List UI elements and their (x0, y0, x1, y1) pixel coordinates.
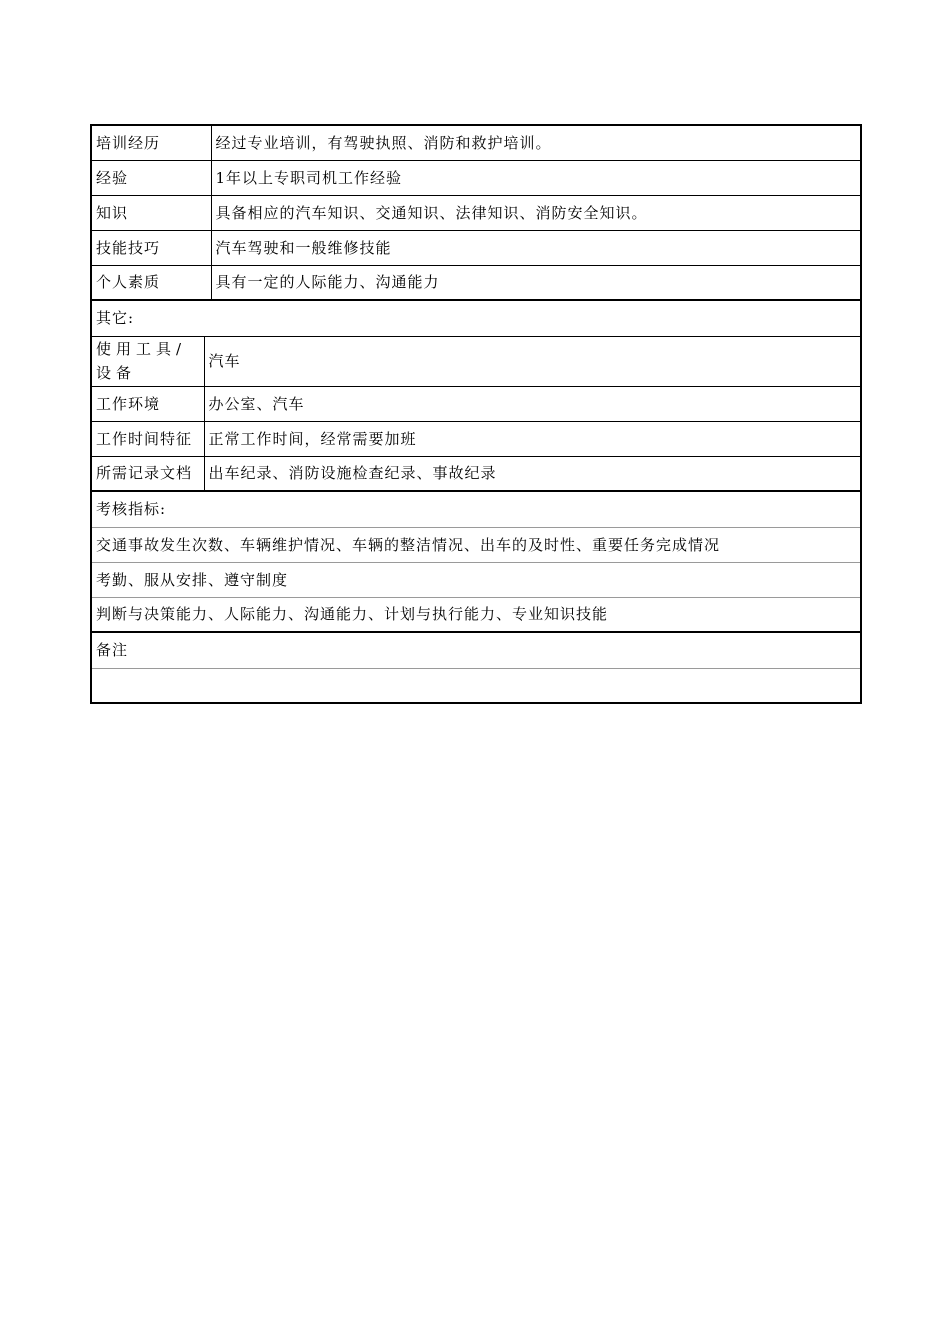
row-value: 1年以上专职司机工作经验 (211, 160, 861, 195)
row-label: 经验 (91, 160, 211, 195)
other-row (91, 386, 861, 421)
other-row (91, 456, 861, 491)
remarks-content (91, 668, 861, 703)
remarks-heading-row (91, 633, 861, 668)
row-value: 正常工作时间，经常需要加班 (204, 421, 861, 456)
row-label: 所需记录文档 (91, 456, 204, 491)
qualifications-table (90, 124, 862, 301)
row-label: 技能技巧 (91, 230, 211, 265)
qualification-row (91, 125, 861, 160)
row-value: 汽车驾驶和一般维修技能 (211, 230, 861, 265)
other-row (91, 336, 861, 386)
assessment-text: 判断与决策能力、人际能力、沟通能力、计划与执行能力、专业知识技能 (91, 597, 861, 632)
row-value: 具有一定的人际能力、沟通能力 (211, 265, 861, 300)
assessment-item (91, 562, 861, 597)
assessment-table (90, 492, 862, 633)
row-label: 知识 (91, 195, 211, 230)
assessment-text: 交通事故发生次数、车辆维护情况、车辆的整洁情况、出车的及时性、重要任务完成情况 (91, 527, 861, 562)
qualification-row (91, 160, 861, 195)
assessment-text: 考勤、服从安排、遵守制度 (91, 562, 861, 597)
remarks-content-row (91, 668, 861, 703)
section-heading-remarks: 备注 (91, 633, 861, 668)
remarks-table (90, 633, 862, 704)
row-label: 工作环境 (91, 386, 204, 421)
other-table (90, 301, 862, 492)
row-value: 汽车 (204, 336, 861, 386)
qualification-row (91, 195, 861, 230)
row-label: 工作时间特征 (91, 421, 204, 456)
row-value: 出车纪录、消防设施检查纪录、事故纪录 (204, 456, 861, 491)
row-value: 具备相应的汽车知识、交通知识、法律知识、消防安全知识。 (211, 195, 861, 230)
row-value: 办公室、汽车 (204, 386, 861, 421)
section-heading-assessment: 考核指标: (91, 492, 861, 527)
job-description-form (90, 124, 860, 704)
row-label: 培训经历 (91, 125, 211, 160)
assessment-item (91, 597, 861, 632)
assessment-item (91, 527, 861, 562)
qualification-row (91, 265, 861, 300)
row-label: 个人素质 (91, 265, 211, 300)
qualification-row (91, 230, 861, 265)
other-heading-row (91, 301, 861, 336)
section-heading-other: 其它: (91, 301, 861, 336)
row-value: 经过专业培训，有驾驶执照、消防和救护培训。 (211, 125, 861, 160)
other-row (91, 421, 861, 456)
row-label: 使用工具/设备 (91, 336, 204, 386)
assessment-heading-row (91, 492, 861, 527)
